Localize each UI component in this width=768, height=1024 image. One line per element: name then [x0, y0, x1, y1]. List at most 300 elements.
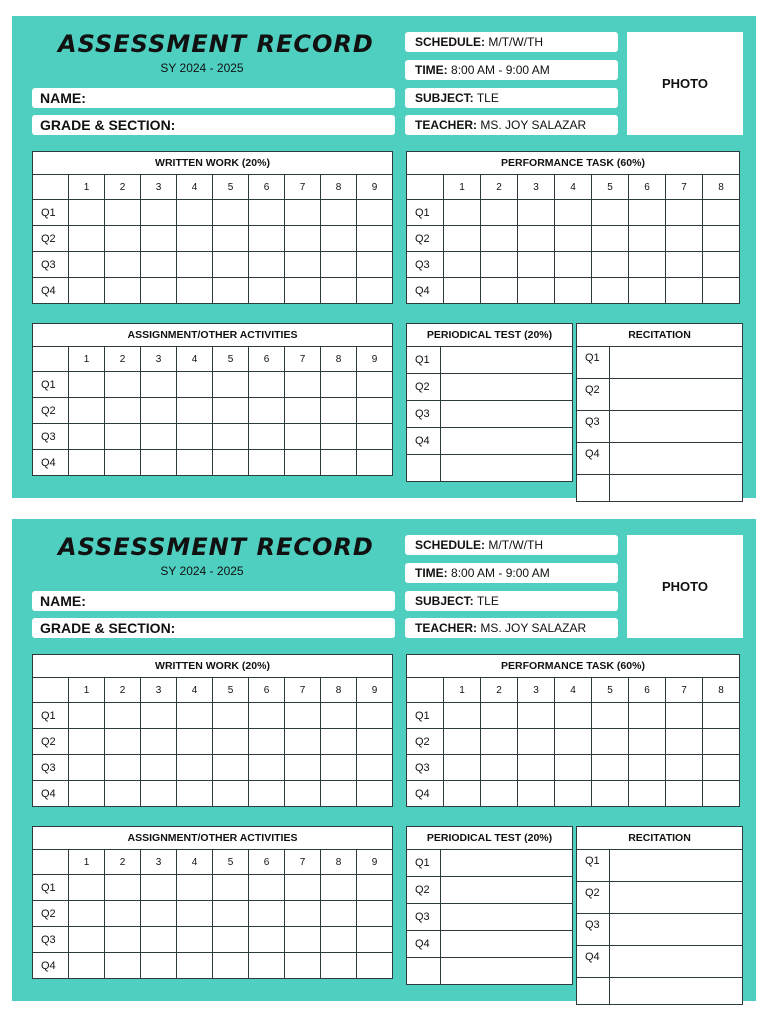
table-title: WRITTEN WORK (20%)	[33, 655, 393, 678]
quarter-label: Q1	[577, 347, 610, 379]
table-row	[407, 374, 573, 401]
score-cell[interactable]	[481, 278, 518, 304]
score-cell[interactable]	[321, 424, 357, 450]
score-cell[interactable]	[610, 411, 743, 443]
score-cell[interactable]	[666, 755, 703, 781]
score-cell[interactable]	[105, 875, 141, 901]
score-cell[interactable]	[69, 398, 105, 424]
score-cell[interactable]	[610, 475, 743, 502]
score-cell[interactable]	[703, 278, 740, 304]
score-cell[interactable]	[69, 278, 105, 304]
score-cell[interactable]	[177, 901, 213, 927]
score-cell[interactable]	[629, 703, 666, 729]
score-cell[interactable]	[481, 755, 518, 781]
score-cell[interactable]	[321, 953, 357, 979]
score-cell[interactable]	[321, 703, 357, 729]
score-cell[interactable]	[444, 755, 481, 781]
score-cell[interactable]	[105, 278, 141, 304]
score-cell[interactable]	[249, 729, 285, 755]
score-cell[interactable]	[610, 347, 743, 379]
table-row	[33, 755, 393, 781]
score-cell[interactable]	[249, 875, 285, 901]
score-cell[interactable]	[141, 200, 177, 226]
score-cell[interactable]	[357, 398, 393, 424]
score-cell[interactable]	[69, 927, 105, 953]
score-cell[interactable]	[141, 398, 177, 424]
score-cell[interactable]	[177, 875, 213, 901]
score-cell[interactable]	[321, 200, 357, 226]
score-cell[interactable]	[249, 226, 285, 252]
score-cell[interactable]	[357, 278, 393, 304]
table-title: WRITTEN WORK (20%)	[33, 152, 393, 175]
table-row	[33, 781, 393, 807]
score-cell[interactable]	[69, 953, 105, 979]
score-cell[interactable]	[357, 424, 393, 450]
score-cell[interactable]	[321, 252, 357, 278]
score-cell[interactable]	[285, 424, 321, 450]
table-row	[407, 850, 573, 877]
table-row	[407, 755, 740, 781]
periodical-test-table	[406, 323, 573, 482]
score-cell[interactable]	[555, 781, 592, 807]
score-cell[interactable]	[105, 755, 141, 781]
score-cell[interactable]	[69, 200, 105, 226]
score-cell[interactable]	[69, 901, 105, 927]
column-number: 2	[105, 678, 141, 703]
score-cell[interactable]	[69, 875, 105, 901]
score-cell[interactable]	[666, 200, 703, 226]
score-cell[interactable]	[69, 703, 105, 729]
score-cell[interactable]	[666, 781, 703, 807]
table-title: PERIODICAL TEST (20%)	[407, 324, 573, 347]
score-cell[interactable]	[555, 200, 592, 226]
info-value: MS. JOY SALAZAR	[480, 118, 587, 132]
recitation-table	[576, 826, 743, 1005]
info-field	[405, 563, 618, 583]
score-cell[interactable]	[321, 278, 357, 304]
info-field	[405, 115, 618, 135]
score-cell[interactable]	[629, 252, 666, 278]
score-cell[interactable]	[177, 252, 213, 278]
score-cell[interactable]	[666, 703, 703, 729]
score-cell[interactable]	[249, 781, 285, 807]
score-cell[interactable]	[105, 703, 141, 729]
score-cell[interactable]	[105, 729, 141, 755]
photo-box[interactable]	[627, 535, 743, 638]
score-cell[interactable]	[444, 729, 481, 755]
score-cell[interactable]	[249, 927, 285, 953]
info-field	[405, 618, 618, 638]
score-cell[interactable]	[69, 424, 105, 450]
score-cell[interactable]	[610, 379, 743, 411]
score-cell[interactable]	[555, 729, 592, 755]
score-cell[interactable]	[357, 729, 393, 755]
score-cell[interactable]	[444, 703, 481, 729]
score-cell[interactable]	[518, 781, 555, 807]
score-cell[interactable]	[177, 200, 213, 226]
quarter-label: Q2	[33, 901, 69, 927]
score-cell[interactable]	[213, 278, 249, 304]
column-number: 6	[249, 678, 285, 703]
score-cell[interactable]	[177, 398, 213, 424]
score-cell[interactable]	[357, 875, 393, 901]
score-cell[interactable]	[555, 252, 592, 278]
score-cell[interactable]	[141, 252, 177, 278]
score-cell[interactable]	[105, 781, 141, 807]
score-cell[interactable]	[285, 252, 321, 278]
score-cell[interactable]	[444, 200, 481, 226]
table-row	[33, 200, 393, 226]
score-cell[interactable]	[592, 278, 629, 304]
table-row	[577, 443, 743, 475]
score-cell[interactable]	[249, 372, 285, 398]
info-label: SUBJECT:	[415, 594, 474, 608]
score-cell[interactable]	[105, 927, 141, 953]
column-number: 8	[321, 678, 357, 703]
column-number: 1	[69, 175, 105, 200]
score-cell[interactable]	[703, 755, 740, 781]
score-cell[interactable]	[666, 226, 703, 252]
score-cell[interactable]	[518, 703, 555, 729]
score-cell[interactable]	[141, 278, 177, 304]
table-row	[577, 379, 743, 411]
score-cell[interactable]	[610, 443, 743, 475]
quarter-label: Q2	[407, 226, 444, 252]
score-cell[interactable]	[177, 781, 213, 807]
score-cell[interactable]	[249, 755, 285, 781]
table-row	[33, 424, 393, 450]
score-cell[interactable]	[629, 200, 666, 226]
score-cell[interactable]	[69, 252, 105, 278]
score-cell[interactable]	[703, 226, 740, 252]
score-cell[interactable]	[441, 347, 573, 374]
score-cell[interactable]	[518, 755, 555, 781]
table-row	[407, 703, 740, 729]
score-cell[interactable]	[481, 226, 518, 252]
score-cell[interactable]	[249, 901, 285, 927]
score-cell[interactable]	[357, 927, 393, 953]
score-cell[interactable]	[213, 424, 249, 450]
score-cell[interactable]	[213, 901, 249, 927]
score-cell[interactable]	[105, 252, 141, 278]
score-cell[interactable]	[518, 278, 555, 304]
score-cell[interactable]	[213, 252, 249, 278]
info-value: 8:00 AM - 9:00 AM	[451, 566, 550, 580]
score-cell[interactable]	[213, 226, 249, 252]
score-cell[interactable]	[555, 703, 592, 729]
score-cell[interactable]	[444, 226, 481, 252]
score-cell[interactable]	[285, 953, 321, 979]
score-cell[interactable]	[213, 450, 249, 476]
column-number: 2	[105, 347, 141, 372]
score-cell[interactable]	[481, 200, 518, 226]
score-cell[interactable]	[69, 729, 105, 755]
score-cell[interactable]	[105, 450, 141, 476]
score-cell[interactable]	[141, 424, 177, 450]
score-cell[interactable]	[249, 200, 285, 226]
info-label: SCHEDULE:	[415, 35, 486, 49]
score-cell[interactable]	[441, 455, 573, 482]
info-label: TEACHER:	[415, 118, 477, 132]
score-cell[interactable]	[666, 729, 703, 755]
score-cell[interactable]	[249, 252, 285, 278]
table-row	[33, 398, 393, 424]
column-number: 5	[592, 678, 629, 703]
info-label: SCHEDULE:	[415, 538, 486, 552]
score-cell[interactable]	[177, 372, 213, 398]
score-cell[interactable]	[105, 953, 141, 979]
score-cell[interactable]	[249, 278, 285, 304]
score-cell[interactable]	[441, 958, 573, 985]
score-cell[interactable]	[177, 424, 213, 450]
score-cell[interactable]	[213, 755, 249, 781]
table-title: PERFORMANCE TASK (60%)	[407, 655, 740, 678]
score-cell[interactable]	[285, 729, 321, 755]
quarter-label: Q1	[33, 703, 69, 729]
column-number: 7	[285, 175, 321, 200]
score-cell[interactable]	[285, 450, 321, 476]
score-cell[interactable]	[213, 703, 249, 729]
score-cell[interactable]	[703, 703, 740, 729]
score-cell[interactable]	[321, 226, 357, 252]
score-cell[interactable]	[481, 729, 518, 755]
score-cell[interactable]	[703, 252, 740, 278]
score-cell[interactable]	[703, 729, 740, 755]
column-number: 4	[555, 678, 592, 703]
score-cell[interactable]	[357, 953, 393, 979]
score-cell[interactable]	[177, 927, 213, 953]
score-cell[interactable]	[518, 252, 555, 278]
score-cell[interactable]	[592, 226, 629, 252]
score-cell[interactable]	[321, 755, 357, 781]
score-cell[interactable]	[141, 755, 177, 781]
score-cell[interactable]	[141, 226, 177, 252]
score-cell[interactable]	[321, 450, 357, 476]
score-cell[interactable]	[441, 877, 573, 904]
score-cell[interactable]	[285, 372, 321, 398]
score-cell[interactable]	[69, 226, 105, 252]
info-field	[405, 60, 618, 80]
score-cell[interactable]	[285, 703, 321, 729]
table-row	[33, 953, 393, 979]
score-cell[interactable]	[213, 729, 249, 755]
score-cell[interactable]	[441, 931, 573, 958]
score-cell[interactable]	[285, 278, 321, 304]
score-cell[interactable]	[444, 781, 481, 807]
score-cell[interactable]	[249, 398, 285, 424]
grade-section-field[interactable]	[32, 115, 395, 135]
score-cell[interactable]	[357, 372, 393, 398]
score-cell[interactable]	[285, 927, 321, 953]
score-cell[interactable]	[629, 278, 666, 304]
score-cell[interactable]	[213, 372, 249, 398]
score-cell[interactable]	[592, 781, 629, 807]
score-cell[interactable]	[441, 374, 573, 401]
score-cell[interactable]	[703, 200, 740, 226]
score-cell[interactable]	[177, 703, 213, 729]
score-cell[interactable]	[441, 904, 573, 931]
score-cell[interactable]	[141, 875, 177, 901]
table-row	[407, 877, 573, 904]
score-cell[interactable]	[321, 398, 357, 424]
score-cell[interactable]	[141, 372, 177, 398]
score-cell[interactable]	[592, 252, 629, 278]
score-cell[interactable]	[213, 398, 249, 424]
score-cell[interactable]	[249, 953, 285, 979]
score-cell[interactable]	[321, 875, 357, 901]
score-cell[interactable]	[285, 226, 321, 252]
score-cell[interactable]	[321, 927, 357, 953]
column-number: 2	[105, 175, 141, 200]
score-cell[interactable]	[357, 781, 393, 807]
column-number: 6	[629, 175, 666, 200]
score-cell[interactable]	[105, 372, 141, 398]
score-cell[interactable]	[213, 200, 249, 226]
score-cell[interactable]	[592, 729, 629, 755]
table-row	[407, 931, 573, 958]
score-cell[interactable]	[481, 252, 518, 278]
table-row	[33, 450, 393, 476]
performance-task-table	[406, 151, 740, 304]
score-cell[interactable]	[141, 953, 177, 979]
score-cell[interactable]	[357, 450, 393, 476]
score-cell[interactable]	[213, 781, 249, 807]
column-number: 9	[357, 175, 393, 200]
score-cell[interactable]	[105, 226, 141, 252]
grade-section-field[interactable]	[32, 618, 395, 638]
quarter-label: Q3	[33, 424, 69, 450]
score-cell[interactable]	[285, 398, 321, 424]
score-cell[interactable]	[141, 729, 177, 755]
score-cell[interactable]	[703, 781, 740, 807]
score-cell[interactable]	[629, 226, 666, 252]
score-cell[interactable]	[629, 755, 666, 781]
score-cell[interactable]	[321, 781, 357, 807]
score-cell[interactable]	[177, 755, 213, 781]
score-cell[interactable]	[177, 729, 213, 755]
score-cell[interactable]	[321, 901, 357, 927]
column-number: 3	[518, 678, 555, 703]
table-title: ASSIGNMENT/OTHER ACTIVITIES	[33, 324, 393, 347]
score-cell[interactable]	[105, 200, 141, 226]
score-cell[interactable]	[141, 703, 177, 729]
score-cell[interactable]	[610, 882, 743, 914]
score-cell[interactable]	[321, 729, 357, 755]
table-row	[33, 278, 393, 304]
name-field[interactable]	[32, 88, 395, 108]
score-cell[interactable]	[105, 424, 141, 450]
quarter-label: Q2	[577, 379, 610, 411]
score-cell[interactable]	[213, 875, 249, 901]
score-cell[interactable]	[141, 901, 177, 927]
score-cell[interactable]	[105, 901, 141, 927]
score-cell[interactable]	[592, 755, 629, 781]
score-cell[interactable]	[249, 703, 285, 729]
score-cell[interactable]	[592, 703, 629, 729]
score-cell[interactable]	[105, 398, 141, 424]
score-cell[interactable]	[666, 252, 703, 278]
score-cell[interactable]	[610, 914, 743, 946]
photo-box[interactable]	[627, 32, 743, 135]
table-title: RECITATION	[577, 324, 743, 347]
score-cell[interactable]	[69, 755, 105, 781]
score-cell[interactable]	[357, 755, 393, 781]
score-cell[interactable]	[285, 781, 321, 807]
score-cell[interactable]	[357, 703, 393, 729]
score-cell[interactable]	[518, 200, 555, 226]
score-cell[interactable]	[357, 226, 393, 252]
score-cell[interactable]	[629, 781, 666, 807]
score-cell[interactable]	[555, 226, 592, 252]
column-number: 6	[629, 678, 666, 703]
column-number: 3	[141, 678, 177, 703]
score-cell[interactable]	[666, 278, 703, 304]
score-cell[interactable]	[177, 450, 213, 476]
score-cell[interactable]	[555, 755, 592, 781]
score-cell[interactable]	[285, 875, 321, 901]
column-number: 8	[703, 678, 740, 703]
info-value: 8:00 AM - 9:00 AM	[451, 63, 550, 77]
score-cell[interactable]	[285, 755, 321, 781]
score-cell[interactable]	[357, 901, 393, 927]
score-cell[interactable]	[592, 200, 629, 226]
score-cell[interactable]	[141, 450, 177, 476]
score-cell[interactable]	[285, 901, 321, 927]
table-row	[407, 347, 573, 374]
score-cell[interactable]	[610, 850, 743, 882]
score-cell[interactable]	[441, 428, 573, 455]
name-field[interactable]	[32, 591, 395, 611]
score-cell[interactable]	[629, 729, 666, 755]
table-row	[33, 252, 393, 278]
quarter-label: Q1	[577, 850, 610, 882]
score-cell[interactable]	[441, 850, 573, 877]
score-cell[interactable]	[444, 252, 481, 278]
score-cell[interactable]	[518, 226, 555, 252]
score-cell[interactable]	[357, 200, 393, 226]
score-cell[interactable]	[213, 953, 249, 979]
score-cell[interactable]	[441, 401, 573, 428]
score-cell[interactable]	[249, 424, 285, 450]
score-cell[interactable]	[610, 946, 743, 978]
score-cell[interactable]	[177, 226, 213, 252]
score-cell[interactable]	[481, 781, 518, 807]
score-cell[interactable]	[610, 978, 743, 1005]
table-row	[577, 850, 743, 882]
score-cell[interactable]	[249, 450, 285, 476]
score-cell[interactable]	[444, 278, 481, 304]
score-cell[interactable]	[177, 278, 213, 304]
score-cell[interactable]	[69, 372, 105, 398]
score-cell[interactable]	[321, 372, 357, 398]
score-cell[interactable]	[141, 781, 177, 807]
score-cell[interactable]	[481, 703, 518, 729]
score-cell[interactable]	[69, 781, 105, 807]
column-number: 7	[285, 850, 321, 875]
score-cell[interactable]	[177, 953, 213, 979]
column-number: 8	[321, 175, 357, 200]
score-cell[interactable]	[141, 927, 177, 953]
score-cell[interactable]	[69, 450, 105, 476]
score-cell[interactable]	[555, 278, 592, 304]
quarter-label: Q4	[577, 946, 610, 978]
score-cell[interactable]	[518, 729, 555, 755]
score-cell[interactable]	[285, 200, 321, 226]
score-cell[interactable]	[213, 927, 249, 953]
column-number: 4	[177, 175, 213, 200]
school-year: SY 2024 - 2025	[160, 564, 244, 578]
score-cell[interactable]	[357, 252, 393, 278]
